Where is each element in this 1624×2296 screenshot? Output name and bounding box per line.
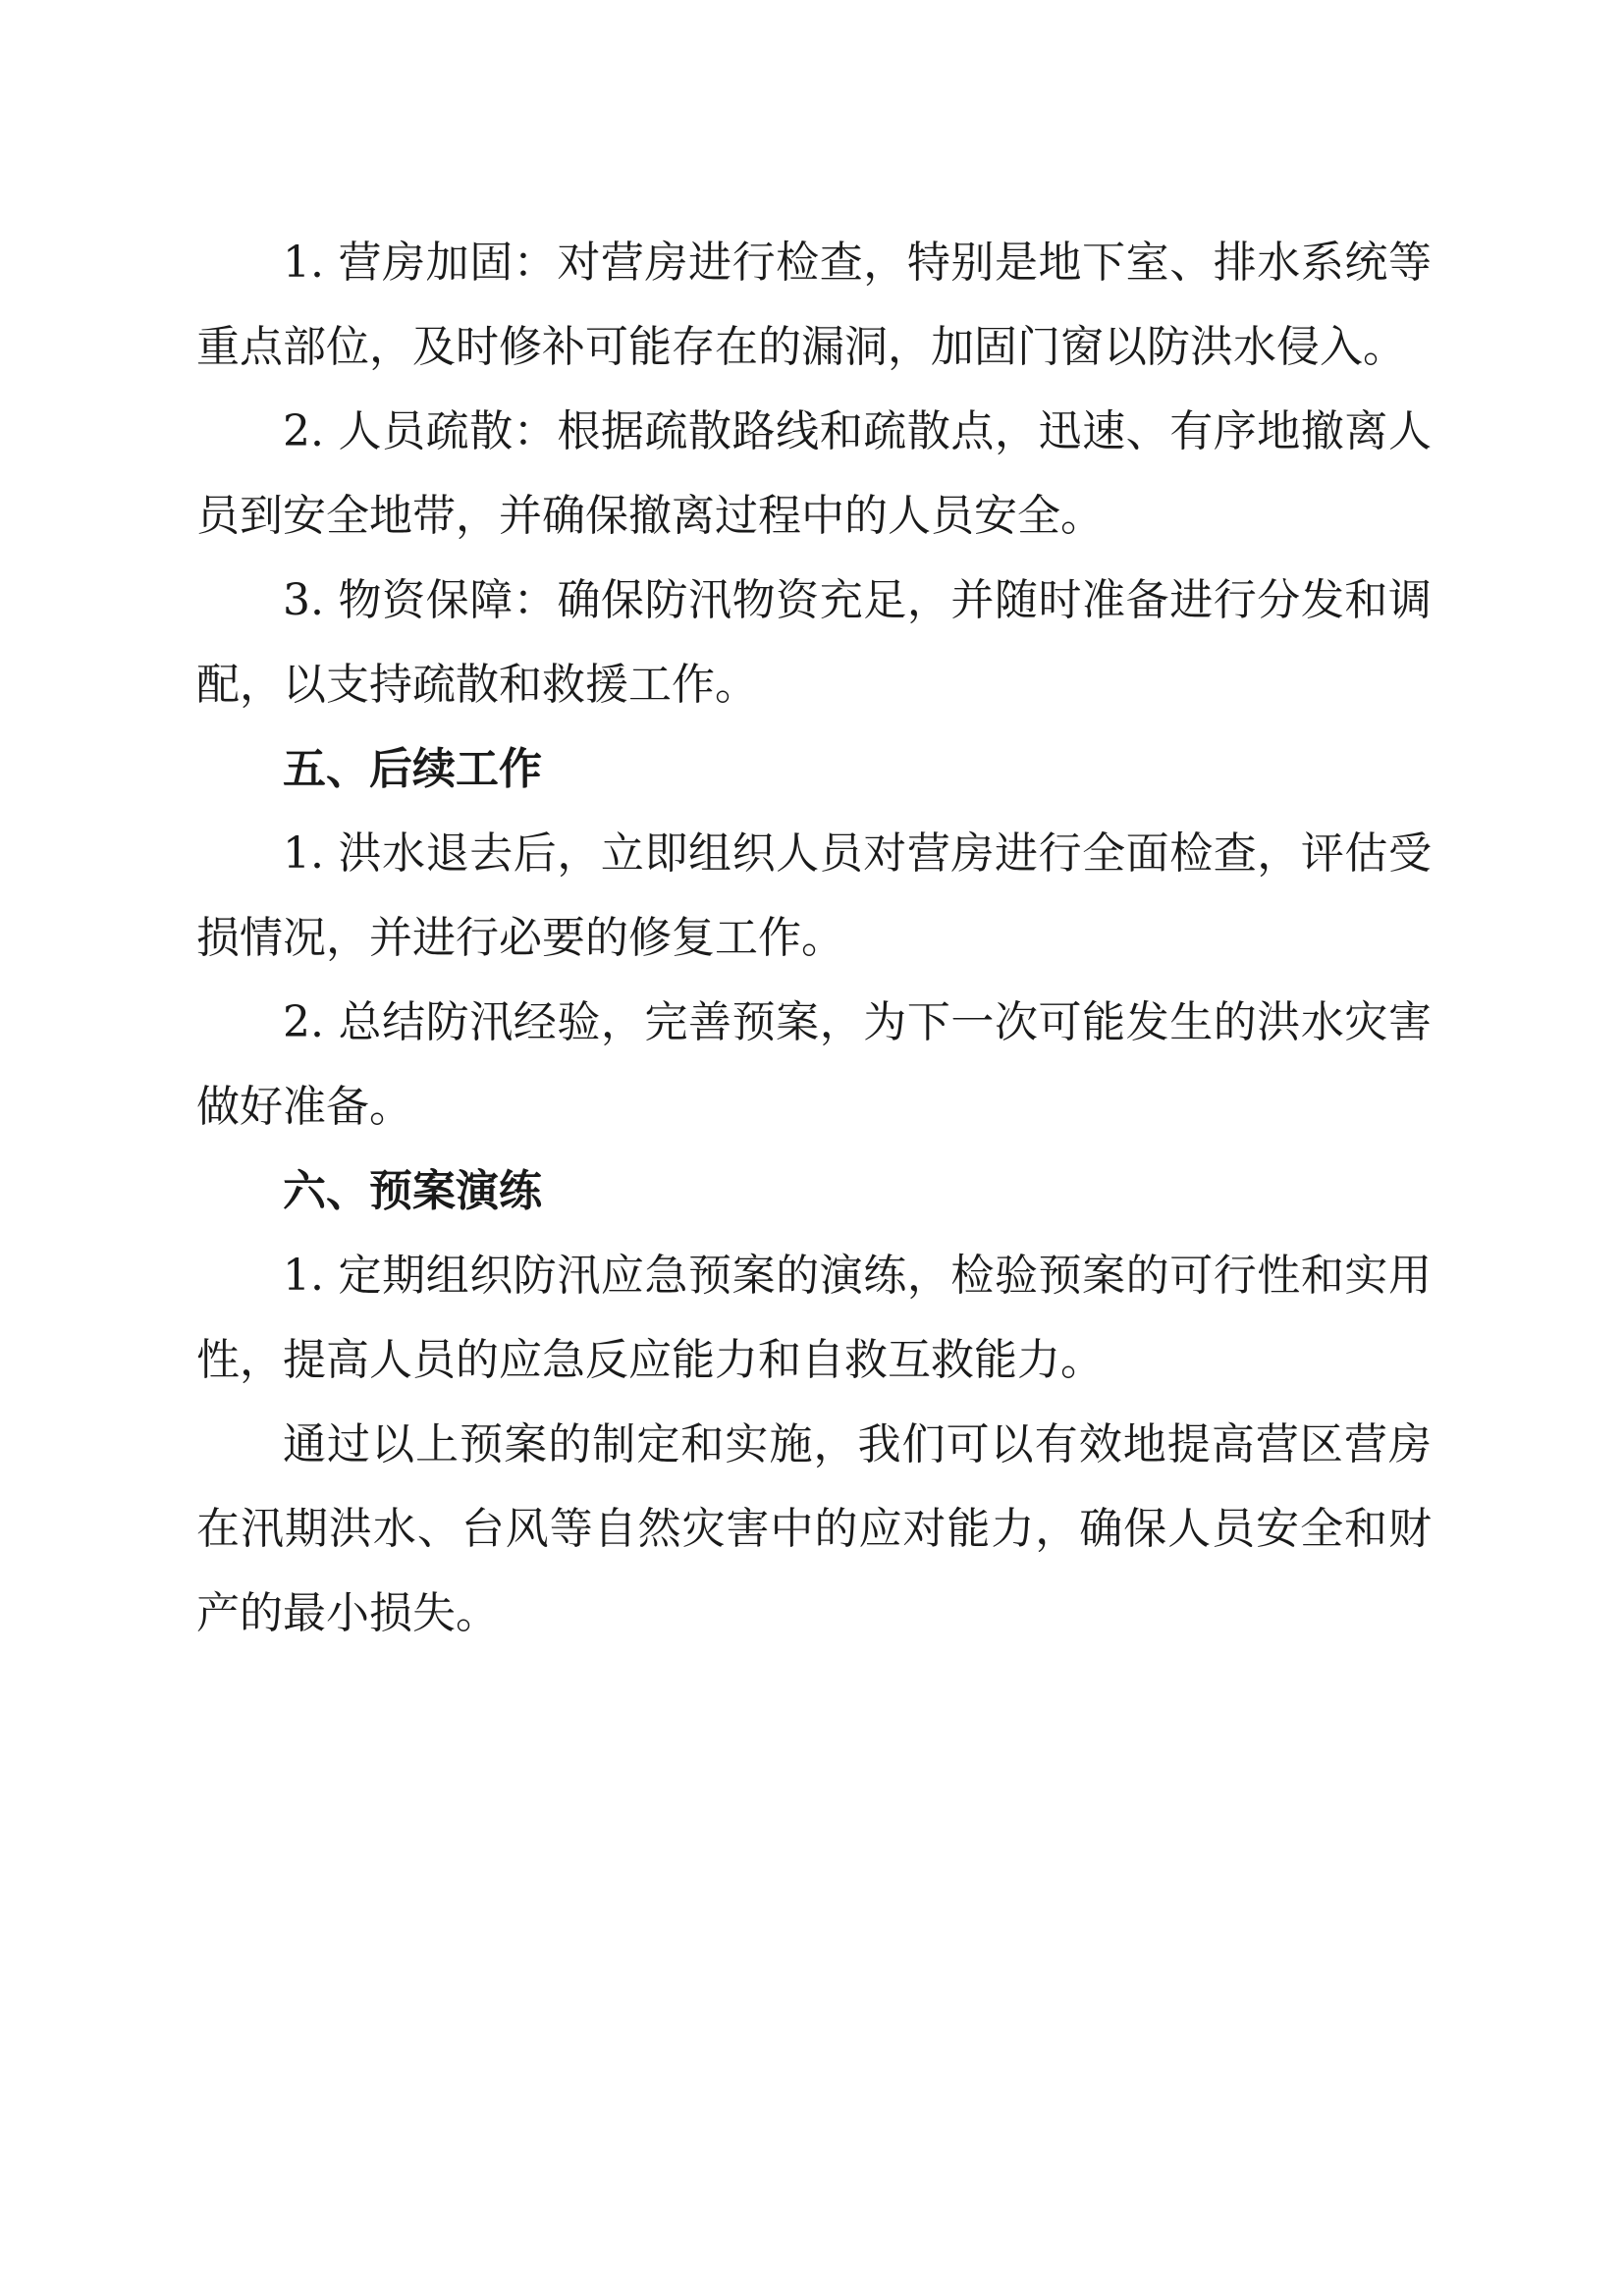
section-heading-drill: 六、预案演练 [283, 1166, 542, 1216]
paragraph-personnel-evacuation: 2. 人员疏散：根据疏散路线和疏散点，迅速、有序地撤离人员到安全地带，并确保撤离过程中的人员安全。 [196, 406, 1432, 541]
section-heading-follow-up: 五、后续工作 [283, 744, 542, 794]
paragraph-barracks-reinforcement: 1. 营房加固：对营房进行检查，特别是地下室、排水系统等重点部位，及时修补可能存在的漏洞，加固门窗以防洪水侵入。 [196, 238, 1432, 372]
paragraph-conclusion: 通过以上预案的制定和实施，我们可以有效地提高营区营房在汛期洪水、台风等自然灾害中的应对能力，确保人员安全和财产的最小损失。 [196, 1419, 1432, 1638]
paragraph-summarize-experience: 2. 总结防汛经验，完善预案，为下一次可能发生的洪水灾害做好准备。 [196, 997, 1432, 1132]
paragraph-material-support: 3. 物资保障：确保防汛物资充足，并随时准备进行分发和调配，以支持疏散和救援工作。 [196, 575, 1432, 710]
document-body [196, 221, 1432, 1656]
paragraph-post-flood-inspection: 1. 洪水退去后，立即组织人员对营房进行全面检查，评估受损情况，并进行必要的修复工作。 [196, 828, 1432, 963]
paragraph-regular-drills: 1. 定期组织防汛应急预案的演练，检验预案的可行性和实用性，提高人员的应急反应能力和自救互救能力。 [196, 1251, 1432, 1385]
